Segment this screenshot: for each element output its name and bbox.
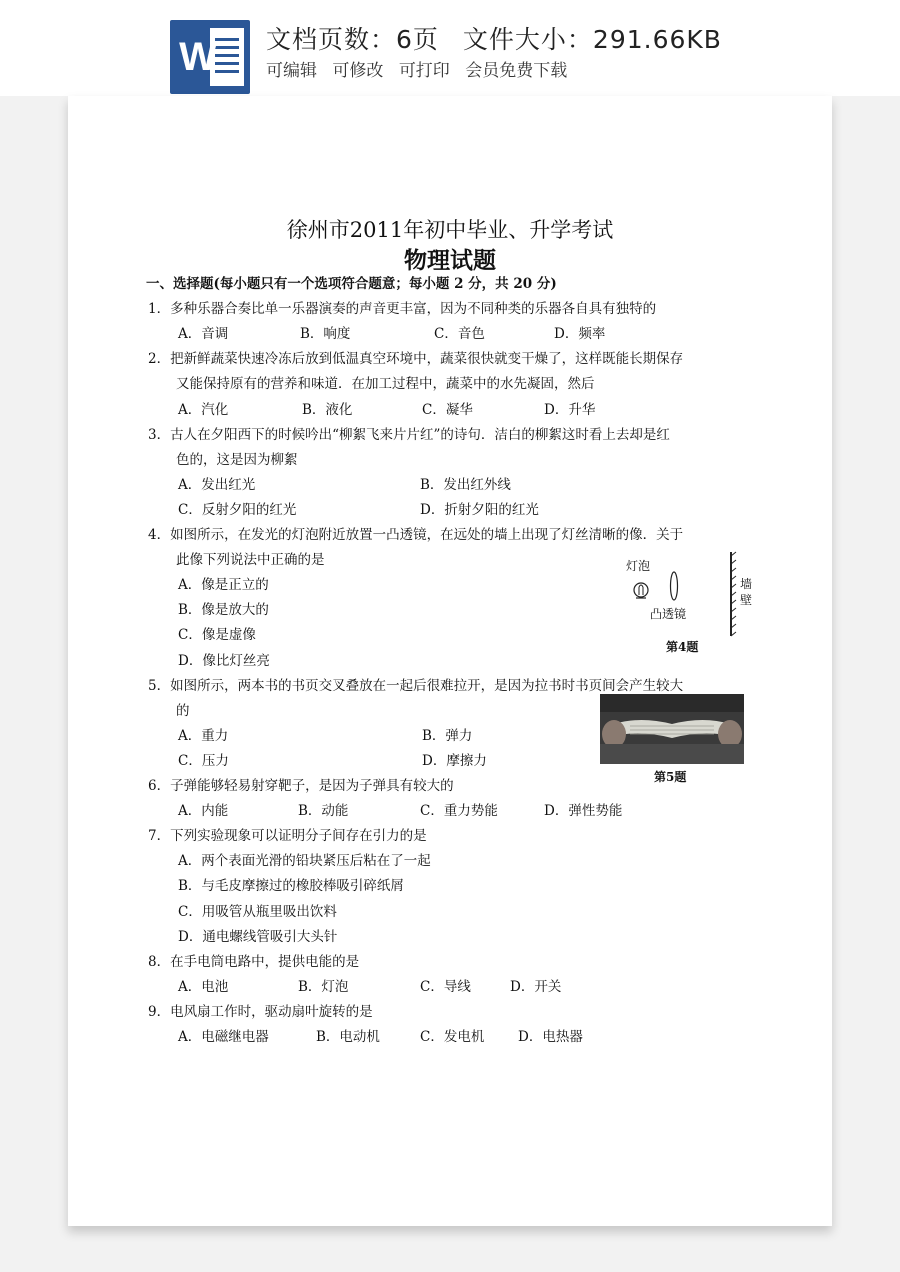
feature-modifiable: 可修改 [332, 61, 384, 81]
q9-option-c: C．发电机 [420, 1029, 485, 1045]
section-heading: 一、选择题(每小题只有一个选项符合题意；每小题 2 分，共 20 分) [146, 276, 557, 292]
q3-stem-line1: 3．古人在夕阳西下的时候吟出“柳絮飞来片片红”的诗句．洁白的柳絮这时看上去却是红 [148, 427, 670, 443]
q2-stem-line2: 又能保持原有的营养和味道．在加工过程中，蔬菜中的水先凝固，然后 [176, 376, 595, 392]
q6-stem: 6．子弹能够轻易射穿靶子，是因为子弹具有较大的 [148, 778, 454, 794]
q5-option-c: C．压力 [178, 753, 229, 769]
q2-option-d: D．升华 [544, 402, 596, 418]
q5-option-a: A．重力 [178, 728, 229, 744]
q6-option-d: D．弹性势能 [544, 803, 623, 819]
q4-fig-lens-label: 凸透镜 [650, 607, 687, 621]
q3-stem-line2: 色的，这是因为柳絮 [176, 452, 298, 468]
q4-stem-line1: 4．如图所示，在发光的灯泡附近放置一凸透镜，在远处的墙上出现了灯丝清晰的像．关于 [148, 527, 684, 543]
page-count: 文档页数：6页 [266, 25, 439, 54]
q2-option-b: B．液化 [302, 402, 353, 418]
word-letter: W [179, 35, 217, 79]
q8-option-d: D．开关 [510, 979, 562, 995]
q5-caption: 第5题 [654, 770, 687, 784]
q5-option-b: B．弹力 [422, 728, 473, 744]
q5-stem-line2: 的 [176, 703, 190, 719]
q4-option-b: B．像是放大的 [178, 602, 269, 618]
q6-option-c: C．重力势能 [420, 803, 498, 819]
feature-printable: 可打印 [398, 61, 450, 81]
q8-option-b: B．灯泡 [298, 979, 349, 995]
q6-option-b: B．动能 [298, 803, 349, 819]
q1-option-d: D．频率 [554, 326, 606, 342]
bulb-icon [634, 583, 648, 598]
q2-stem-line1: 2．把新鲜蔬菜快速冷冻后放到低温真空环境中，蔬菜很快就变干燥了，这样既能长期保存 [148, 351, 684, 367]
word-doc-icon [170, 20, 250, 94]
q7-option-d: D．通电螺线管吸引大头针 [178, 929, 338, 945]
q9-option-d: D．电热器 [518, 1029, 583, 1045]
q3-option-a: A．发出红光 [178, 477, 256, 493]
q1-option-b: B．响度 [300, 326, 351, 342]
q5-option-d: D．摩擦力 [422, 753, 487, 769]
q5-stem-line1: 5．如图所示，两本书的书页交叉叠放在一起后很难拉开，是因为拉书时书页间会产生较大 [148, 678, 684, 694]
q4-fig-bulb-label: 灯泡 [626, 559, 651, 573]
q7-option-c: C．用吸管从瓶里吸出饮料 [178, 904, 337, 920]
q7-option-a: A．两个表面光滑的铅块紧压后粘在了一起 [178, 853, 431, 869]
q8-option-a: A．电池 [178, 979, 229, 995]
q1-option-a: A．音调 [178, 326, 229, 342]
q1-option-c: C．音色 [434, 326, 485, 342]
q3-option-b: B．发出红外线 [420, 477, 511, 493]
q1-stem: 1．多种乐器合奏比单一乐器演奏的声音更丰富，因为不同种类的乐器各自具有独特的 [148, 301, 657, 317]
feature-member-download: 会员免费下载 [465, 61, 568, 81]
q7-stem: 7．下列实验现象可以证明分子间存在引力的是 [148, 828, 427, 844]
file-info [266, 20, 722, 56]
wall-icon [731, 552, 736, 636]
q9-option-b: B．电动机 [316, 1029, 380, 1045]
convex-lens-icon [671, 572, 678, 600]
q4-fig-wall-label: 墙壁 [740, 577, 753, 607]
q9-option-a: A．电磁继电器 [178, 1029, 269, 1045]
q7-option-b: B．与毛皮摩擦过的橡胶棒吸引碎纸屑 [178, 878, 404, 894]
q9-stem: 9．电风扇工作时，驱动扇叶旋转的是 [148, 1004, 373, 1020]
q4-option-a: A．像是正立的 [178, 577, 269, 593]
q6-option-a: A．内能 [178, 803, 229, 819]
q4-caption: 第4题 [666, 640, 699, 654]
q4-option-d: D．像比灯丝亮 [178, 653, 270, 669]
feature-editable: 可编辑 [266, 61, 317, 81]
download-banner [0, 0, 900, 96]
document-page [68, 96, 832, 1226]
q8-option-c: C．导线 [420, 979, 471, 995]
q3-option-c: C．反射夕阳的红光 [178, 502, 297, 518]
q4-option-c: C．像是虚像 [178, 627, 256, 643]
exam-subject: 物理试题 [404, 247, 496, 274]
q5-books-photo [600, 694, 744, 764]
q8-stem: 8．在手电筒电路中，提供电能的是 [148, 954, 360, 970]
q2-option-c: C．凝华 [422, 402, 473, 418]
exam-title: 徐州市2011年初中毕业、升学考试 [286, 218, 614, 242]
q4-stem-line2: 此像下列说法中正确的是 [176, 552, 325, 568]
file-size: 文件大小：291.66KB [462, 25, 722, 54]
feature-list [266, 56, 577, 81]
q2-option-a: A．汽化 [178, 402, 229, 418]
q3-option-d: D．折射夕阳的红光 [420, 502, 539, 518]
